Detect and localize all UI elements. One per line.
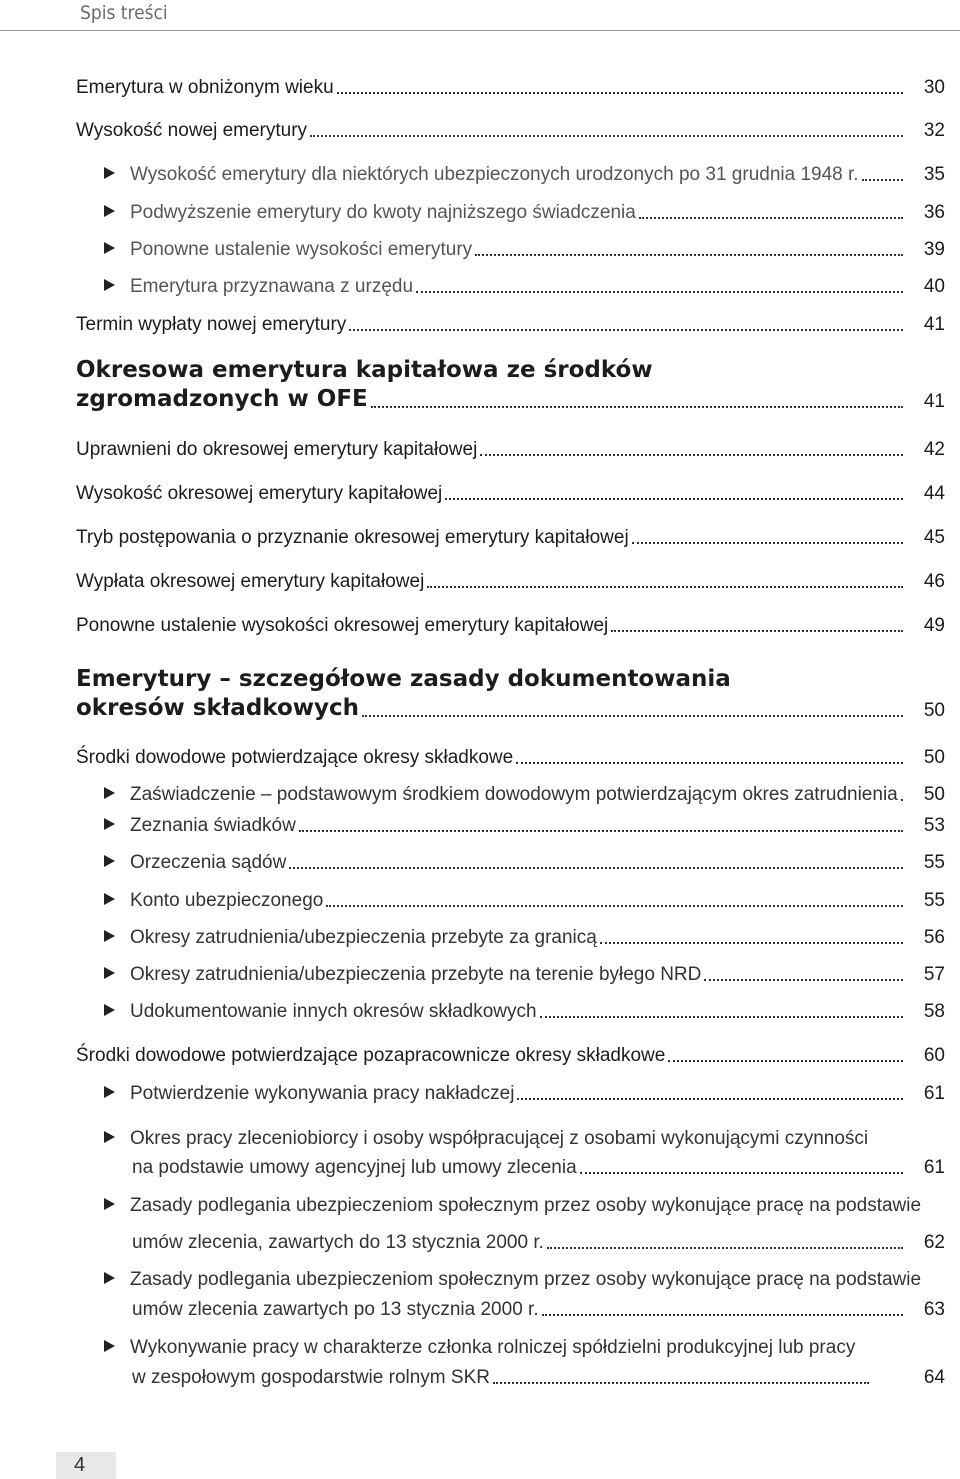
toc-entry-title: Potwierdzenie wykonywania pracy nakładczej — [130, 1083, 515, 1104]
dot-leader — [445, 498, 903, 500]
page-number: 4 — [74, 1454, 86, 1476]
dot-leader — [475, 254, 903, 256]
dot-leader — [611, 630, 903, 632]
toc-entry-title: Zeznania świadków — [130, 815, 296, 836]
toc-subentry-second-line[interactable] — [132, 1225, 945, 1255]
toc-subentry[interactable] — [104, 883, 945, 913]
dot-leader — [862, 179, 903, 181]
triangle-bullet-icon — [104, 787, 115, 799]
toc-entry[interactable] — [76, 476, 945, 506]
toc-entry-page: 46 — [923, 571, 945, 592]
toc-subentry-second-line[interactable] — [132, 1150, 945, 1180]
dot-leader — [349, 329, 903, 331]
toc-subentry[interactable] — [104, 1076, 945, 1106]
toc-entry[interactable] — [76, 307, 945, 337]
dot-leader — [480, 454, 903, 456]
toc-entry-title-line2: umów zlecenia zawartych po 13 stycznia 2000 r. — [132, 1299, 539, 1320]
toc-entry[interactable] — [76, 608, 945, 638]
toc-subentry-second-line[interactable] — [132, 1292, 945, 1322]
dot-leader — [901, 799, 903, 801]
toc-entry-page: 32 — [923, 120, 945, 141]
triangle-bullet-icon — [104, 1131, 115, 1143]
dot-leader — [542, 1314, 903, 1316]
toc-entry-title: Tryb postępowania o przyznanie okresowej emerytury kapitałowej — [76, 527, 629, 548]
triangle-bullet-icon — [104, 242, 115, 254]
dot-leader — [668, 1060, 903, 1062]
toc-entry-page: 53 — [923, 815, 945, 836]
toc-subentry[interactable] — [104, 269, 945, 299]
toc-entry-page: 44 — [923, 483, 945, 504]
toc-entry-page: 39 — [923, 239, 945, 260]
toc-section-entry[interactable] — [76, 693, 945, 723]
triangle-bullet-icon — [104, 1272, 115, 1284]
toc-subentry[interactable] — [104, 808, 945, 838]
dot-leader — [289, 867, 903, 869]
toc-entry-title: Podwyższenie emerytury do kwoty najniższego świadczenia — [130, 202, 636, 223]
toc-subentry[interactable] — [104, 845, 945, 875]
toc-entry-page: 62 — [923, 1232, 945, 1253]
toc-entry-page: 45 — [923, 527, 945, 548]
section-heading: Okresowa emerytura kapitałowa ze środków — [76, 357, 653, 383]
toc-entry-page: 30 — [923, 77, 945, 98]
toc-entry-title: Orzeczenia sądów — [130, 852, 287, 873]
triangle-bullet-icon — [104, 1004, 115, 1016]
toc-entry-page: 57 — [923, 964, 945, 985]
toc-entry-title-line2: umów zlecenia, zawartych do 13 stycznia 2000 r. — [132, 1232, 544, 1253]
triangle-bullet-icon — [104, 167, 115, 179]
toc-subentry[interactable] — [104, 957, 945, 987]
toc-subentry-first-line[interactable] — [104, 1262, 945, 1292]
triangle-bullet-icon — [104, 818, 115, 830]
toc-entry-title-line2: na podstawie umowy agencyjnej lub umowy zlecenia — [132, 1157, 577, 1178]
toc-entry-title: Ponowne ustalenie wysokości okresowej emerytury kapitałowej — [76, 615, 609, 636]
section-heading: Emerytury – szczegółowe zasady dokumentowania — [76, 666, 731, 692]
dot-leader — [704, 979, 903, 981]
dot-leader — [362, 715, 903, 717]
triangle-bullet-icon — [104, 930, 115, 942]
toc-entry-page: 40 — [923, 276, 945, 297]
toc-entry-page: 56 — [923, 927, 945, 948]
dot-leader — [337, 92, 903, 94]
toc-entry[interactable] — [76, 432, 945, 462]
toc-entry-title-line1: Okres pracy zleceniobiorcy i osoby współpracującej z osobami wykonującymi czynności — [130, 1128, 869, 1149]
toc-entry-page: 61 — [923, 1157, 945, 1178]
dot-leader — [310, 135, 903, 137]
toc-entry-title-line2: w zespołowym gospodarstwie rolnym SKR — [132, 1367, 490, 1388]
dot-leader — [427, 586, 903, 588]
toc-entry-title-line1: Zasady podlegania ubezpieczeniom społecznym przez osoby wykonujące pracę na podstawie — [130, 1269, 922, 1290]
toc-entry-title: Środki dowodowe potwierdzające pozapracownicze okresy składkowe — [76, 1045, 666, 1066]
toc-section-entry[interactable] — [76, 384, 945, 414]
triangle-bullet-icon — [104, 1086, 115, 1098]
toc-entry-title: Okresy zatrudnienia/ubezpieczenia przebyte za granicą — [130, 927, 597, 948]
toc-subentry-first-line[interactable] — [104, 1330, 945, 1360]
toc-entry-title-line1: Zasady podlegania ubezpieczeniom społecznym przez osoby wykonujące pracę na podstawie — [130, 1195, 922, 1216]
dot-leader — [299, 830, 903, 832]
toc-entry-page: 41 — [923, 314, 945, 335]
toc-entry-page: 35 — [923, 164, 945, 185]
toc-entry-page: 55 — [923, 890, 945, 911]
triangle-bullet-icon — [104, 893, 115, 905]
toc-entry-title: Okresy zatrudnienia/ubezpieczenia przebyte na terenie byłego NRD — [130, 964, 702, 985]
toc-entry-page: 61 — [923, 1083, 945, 1104]
toc-entry-title: Uprawnieni do okresowej emerytury kapitałowej — [76, 439, 478, 460]
toc-entry-title: Środki dowodowe potwierdzające okresy składkowe — [76, 747, 514, 768]
page-header — [0, 0, 960, 31]
toc-subentry[interactable] — [104, 994, 945, 1024]
toc-entry-title: Wypłata okresowej emerytury kapitałowej — [76, 571, 425, 592]
toc-entry-title: Termin wypłaty nowej emerytury — [76, 314, 347, 335]
dot-leader — [639, 217, 903, 219]
toc-subentry[interactable] — [104, 232, 945, 262]
toc-entry-title: Ponowne ustalenie wysokości emerytury — [130, 239, 473, 260]
toc-subentry[interactable] — [104, 920, 945, 950]
dot-leader — [632, 542, 903, 544]
toc-entry-page: 55 — [923, 852, 945, 873]
toc-entry[interactable] — [76, 520, 945, 550]
triangle-bullet-icon — [104, 279, 115, 291]
dot-leader — [540, 1016, 903, 1018]
toc-entry-title: zgromadzonych w OFE — [76, 386, 368, 412]
toc-entry-page: 50 — [923, 784, 945, 805]
dot-leader — [516, 762, 903, 764]
toc-entry-page: 49 — [923, 615, 945, 636]
toc-entry-page: 58 — [923, 1001, 945, 1022]
toc-subentry-first-line[interactable] — [104, 1188, 945, 1218]
dot-leader — [547, 1247, 903, 1249]
toc-entry[interactable] — [76, 113, 945, 143]
dot-leader — [416, 291, 903, 293]
dot-leader — [600, 942, 903, 944]
toc-entry-page: 50 — [923, 700, 945, 721]
toc-subentry-second-line[interactable] — [132, 1360, 945, 1390]
toc-entry-title: Wysokość emerytury dla niektórych ubezpieczonych urodzonych po 31 grudnia 1948 r. — [130, 164, 859, 185]
toc-entry[interactable] — [76, 70, 945, 100]
triangle-bullet-icon — [104, 1198, 115, 1210]
toc-entry-page: 60 — [923, 1045, 945, 1066]
toc-entry-title: Udokumentowanie innych okresów składkowych — [130, 1001, 537, 1022]
toc-entry-title: Zaświadczenie – podstawowym środkiem dowodowym potwierdzającym okres zatrudnienia — [130, 784, 898, 805]
triangle-bullet-icon — [104, 1340, 115, 1352]
toc-entry-page: 42 — [923, 439, 945, 460]
toc-subentry-first-line[interactable] — [104, 1121, 945, 1151]
toc-entry-title: Wysokość nowej emerytury — [76, 120, 308, 141]
toc-entry[interactable] — [76, 740, 945, 770]
toc-entry-title: okresów składkowych — [76, 695, 360, 721]
dot-leader — [493, 1382, 869, 1384]
toc-entry-page: 41 — [923, 391, 945, 412]
toc-entry-page: 64 — [923, 1367, 945, 1388]
triangle-bullet-icon — [104, 967, 115, 979]
toc-entry[interactable] — [76, 1038, 945, 1068]
toc-subentry[interactable] — [104, 777, 945, 807]
dot-leader — [371, 406, 903, 408]
toc-entry-title: Wysokość okresowej emerytury kapitałowej — [76, 483, 443, 504]
toc-entry-title: Emerytura przyznawana z urzędu — [130, 276, 414, 297]
page-number-box — [56, 1452, 116, 1479]
dot-leader — [517, 1098, 903, 1100]
toc-entry-title: Emerytura w obniżonym wieku — [76, 77, 334, 98]
header-title: Spis treści — [80, 2, 168, 24]
toc-entry-page: 50 — [923, 747, 945, 768]
toc-entry-title-line1: Wykonywanie pracy w charakterze członka rolniczej spółdzielni produkcyjnej lub pracy — [130, 1337, 856, 1358]
toc-entry-title: Konto ubezpieczonego — [130, 890, 324, 911]
toc-entry-page: 63 — [923, 1299, 945, 1320]
toc-entry-page: 36 — [923, 202, 945, 223]
triangle-bullet-icon — [104, 205, 115, 217]
toc-entry[interactable] — [76, 564, 945, 594]
dot-leader — [326, 905, 903, 907]
dot-leader — [580, 1172, 903, 1174]
toc-subentry[interactable] — [104, 195, 945, 225]
triangle-bullet-icon — [104, 855, 115, 867]
toc-subentry[interactable] — [104, 157, 945, 187]
